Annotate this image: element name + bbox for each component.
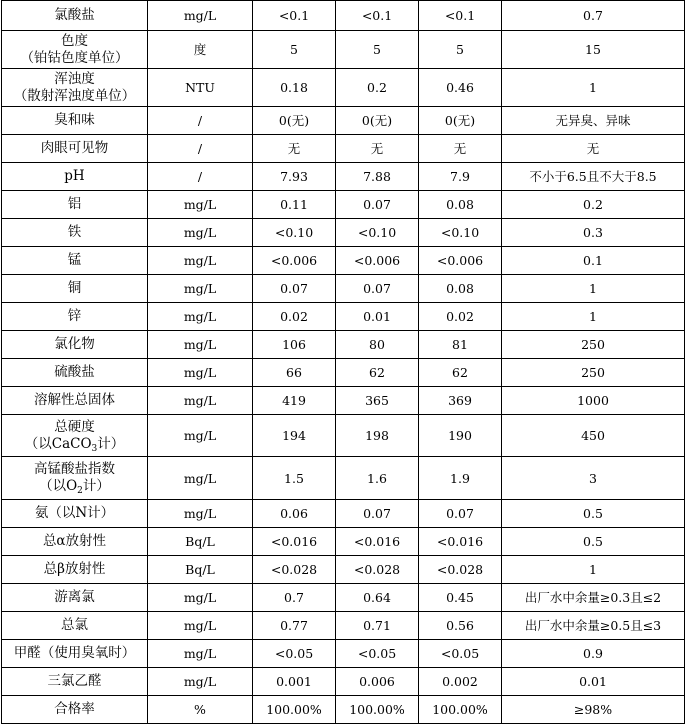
value-1: 0.7 <box>253 584 336 612</box>
value-2: 0.71 <box>336 612 419 640</box>
value-3: 0.02 <box>419 303 502 331</box>
unit: mg/L <box>148 191 253 219</box>
limit: 不小于6.5且不大于8.5 <box>502 163 685 191</box>
unit: mg/L <box>148 1 253 31</box>
value-1: 419 <box>253 387 336 415</box>
unit: mg/L <box>148 457 253 500</box>
limit: 250 <box>502 331 685 359</box>
value-3: <0.016 <box>419 528 502 556</box>
value-3: 369 <box>419 387 502 415</box>
value-2: 0.07 <box>336 275 419 303</box>
value-3: <0.028 <box>419 556 502 584</box>
value-3: 100.00% <box>419 696 502 724</box>
limit: 1000 <box>502 387 685 415</box>
value-2: 0.07 <box>336 500 419 528</box>
value-2: 0.2 <box>336 69 419 107</box>
item-name: 总α放射性 <box>2 528 148 556</box>
table-row <box>2 247 685 275</box>
table-row <box>2 696 685 724</box>
limit: 0.2 <box>502 191 685 219</box>
item-name: pH <box>2 163 148 191</box>
value-3: <0.10 <box>419 219 502 247</box>
item-name <box>2 457 148 500</box>
table-row <box>2 387 685 415</box>
value-1: 0.18 <box>253 69 336 107</box>
unit: mg/L <box>148 668 253 696</box>
item-name <box>2 415 148 457</box>
unit: / <box>148 163 253 191</box>
limit: 1 <box>502 275 685 303</box>
item-name: 溶解性总固体 <box>2 387 148 415</box>
value-1: 0.001 <box>253 668 336 696</box>
limit: 0.7 <box>502 1 685 31</box>
value-2: 0.006 <box>336 668 419 696</box>
value-2: <0.1 <box>336 1 419 31</box>
table-row <box>2 556 685 584</box>
table-row <box>2 359 685 387</box>
value-3: 190 <box>419 415 502 457</box>
value-3: 0.002 <box>419 668 502 696</box>
limit: 3 <box>502 457 685 500</box>
item-name-line2: （散射浑浊度单位） <box>13 87 136 104</box>
unit: NTU <box>148 69 253 107</box>
value-1: 0.77 <box>253 612 336 640</box>
limit: 0.9 <box>502 640 685 668</box>
value-2: <0.016 <box>336 528 419 556</box>
table-row <box>2 275 685 303</box>
table-row <box>2 303 685 331</box>
value-1: 0.06 <box>253 500 336 528</box>
value-1: 无 <box>253 135 336 163</box>
item-name: 锰 <box>2 247 148 275</box>
item-name: 甲醛（使用臭氧时） <box>2 640 148 668</box>
table-row <box>2 163 685 191</box>
table-row <box>2 331 685 359</box>
table-row <box>2 500 685 528</box>
item-name: 总β放射性 <box>2 556 148 584</box>
value-1: 106 <box>253 331 336 359</box>
value-3: 0(无) <box>419 107 502 135</box>
value-1: 0(无) <box>253 107 336 135</box>
value-1: <0.10 <box>253 219 336 247</box>
value-1: 0.02 <box>253 303 336 331</box>
value-1: <0.006 <box>253 247 336 275</box>
item-name-line1: 色度 <box>61 32 88 49</box>
value-2: <0.006 <box>336 247 419 275</box>
item-name-line1: 高锰酸盐指数 <box>34 461 115 477</box>
value-2: <0.05 <box>336 640 419 668</box>
unit: Bq/L <box>148 556 253 584</box>
item-name: 铁 <box>2 219 148 247</box>
unit: mg/L <box>148 247 253 275</box>
value-2: 365 <box>336 387 419 415</box>
item-name: 合格率 <box>2 696 148 724</box>
table-row <box>2 135 685 163</box>
unit: / <box>148 107 253 135</box>
value-3: 5 <box>419 31 502 69</box>
value-2: 0(无) <box>336 107 419 135</box>
unit: mg/L <box>148 612 253 640</box>
value-2: <0.10 <box>336 219 419 247</box>
item-name-line1: 总硬度 <box>54 418 95 435</box>
value-2: 62 <box>336 359 419 387</box>
value-1: 66 <box>253 359 336 387</box>
value-2: 0.64 <box>336 584 419 612</box>
value-1: 7.93 <box>253 163 336 191</box>
table-row <box>2 219 685 247</box>
limit: 450 <box>502 415 685 457</box>
table-row <box>2 457 685 500</box>
limit: 无 <box>502 135 685 163</box>
value-3: <0.1 <box>419 1 502 31</box>
value-1: 0.07 <box>253 275 336 303</box>
value-3: 0.08 <box>419 275 502 303</box>
item-name-line1: 浑浊度 <box>54 70 95 87</box>
table-row <box>2 528 685 556</box>
table-row <box>2 31 685 69</box>
value-1: <0.1 <box>253 1 336 31</box>
value-3: 0.07 <box>419 500 502 528</box>
value-3: 无 <box>419 135 502 163</box>
value-3: 1.9 <box>419 457 502 500</box>
value-3: 0.45 <box>419 584 502 612</box>
item-name: 肉眼可见物 <box>2 135 148 163</box>
table-row <box>2 584 685 612</box>
value-2: 无 <box>336 135 419 163</box>
limit: 0.01 <box>502 668 685 696</box>
item-name: 游离氯 <box>2 584 148 612</box>
item-name-line2: （以$O_2$计） <box>39 478 110 496</box>
unit: mg/L <box>148 584 253 612</box>
unit: mg/L <box>148 640 253 668</box>
item-name: 氯酸盐 <box>2 1 148 31</box>
value-3: <0.05 <box>419 640 502 668</box>
item-name <box>2 31 148 69</box>
unit: mg/L <box>148 415 253 457</box>
value-2: 100.00% <box>336 696 419 724</box>
item-name <box>2 69 148 107</box>
value-1: 194 <box>253 415 336 457</box>
value-1: 100.00% <box>253 696 336 724</box>
unit: mg/L <box>148 359 253 387</box>
item-name-line2: （以CaCO$_3$计） <box>24 435 125 454</box>
unit: mg/L <box>148 303 253 331</box>
value-2: 198 <box>336 415 419 457</box>
value-1: 1.5 <box>253 457 336 500</box>
value-2: <0.028 <box>336 556 419 584</box>
value-2: 7.88 <box>336 163 419 191</box>
value-3: 0.56 <box>419 612 502 640</box>
unit: mg/L <box>148 219 253 247</box>
limit: 15 <box>502 31 685 69</box>
table-row <box>2 191 685 219</box>
limit: 250 <box>502 359 685 387</box>
unit: % <box>148 696 253 724</box>
item-name: 锌 <box>2 303 148 331</box>
unit: mg/L <box>148 275 253 303</box>
table-row <box>2 1 685 31</box>
item-name: 硫酸盐 <box>2 359 148 387</box>
unit: mg/L <box>148 387 253 415</box>
item-name-line2: （铂钴色度单位） <box>20 49 129 66</box>
item-name: 臭和味 <box>2 107 148 135</box>
item-name: 三氯乙醛 <box>2 668 148 696</box>
table-row <box>2 668 685 696</box>
unit: / <box>148 135 253 163</box>
table-row <box>2 415 685 457</box>
value-2: 1.6 <box>336 457 419 500</box>
limit: 0.1 <box>502 247 685 275</box>
table-row <box>2 640 685 668</box>
limit: 0.3 <box>502 219 685 247</box>
value-1: <0.028 <box>253 556 336 584</box>
unit: mg/L <box>148 331 253 359</box>
limit: 1 <box>502 303 685 331</box>
limit: 1 <box>502 556 685 584</box>
value-1: 5 <box>253 31 336 69</box>
limit: 无异臭、异味 <box>502 107 685 135</box>
limit: 出厂水中余量≥0.5且≤3 <box>502 612 685 640</box>
value-1: <0.016 <box>253 528 336 556</box>
unit: 度 <box>148 31 253 69</box>
item-name: 氨（以N计） <box>2 500 148 528</box>
value-2: 80 <box>336 331 419 359</box>
item-name: 铜 <box>2 275 148 303</box>
water-quality-table <box>1 0 685 724</box>
value-1: 0.11 <box>253 191 336 219</box>
value-2: 0.01 <box>336 303 419 331</box>
value-3: <0.006 <box>419 247 502 275</box>
value-2: 5 <box>336 31 419 69</box>
item-name: 氯化物 <box>2 331 148 359</box>
item-name: 铝 <box>2 191 148 219</box>
limit: ≥98% <box>502 696 685 724</box>
table-row <box>2 107 685 135</box>
limit: 出厂水中余量≥0.3且≤2 <box>502 584 685 612</box>
table-row <box>2 69 685 107</box>
limit: 0.5 <box>502 500 685 528</box>
table-row <box>2 612 685 640</box>
value-2: 0.07 <box>336 191 419 219</box>
value-3: 7.9 <box>419 163 502 191</box>
value-3: 62 <box>419 359 502 387</box>
limit: 1 <box>502 69 685 107</box>
value-3: 0.08 <box>419 191 502 219</box>
limit: 0.5 <box>502 528 685 556</box>
value-3: 0.46 <box>419 69 502 107</box>
item-name: 总氯 <box>2 612 148 640</box>
value-3: 81 <box>419 331 502 359</box>
unit: Bq/L <box>148 528 253 556</box>
unit: mg/L <box>148 500 253 528</box>
value-1: <0.05 <box>253 640 336 668</box>
